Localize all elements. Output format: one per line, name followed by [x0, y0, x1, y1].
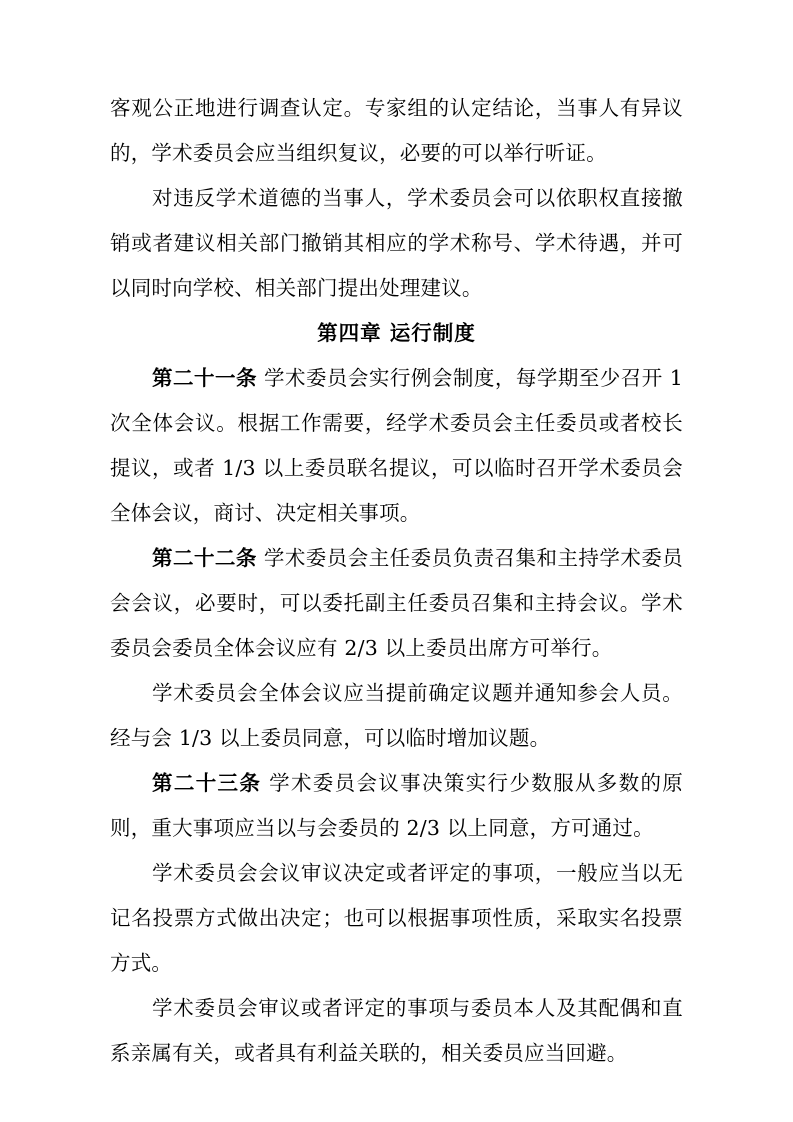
article-23: [110, 761, 683, 851]
article-23-text: 学术委员会议事决策实行少数服从多数的原则，重大事项应当以与会委员的 2/3 以上同意，方可通过。: [110, 771, 684, 840]
article-21-number: 第二十一条: [152, 366, 257, 390]
article-23-paragraph-3: 学术委员会审议或者评定的事项与委员本人及其配偶和直系亲属有关，或者具有利益关联的，相关委员应当回避。: [110, 996, 683, 1065]
section-heading-chapter-four: 第四章 运行制度: [317, 321, 476, 345]
article-22-paragraph-2: 学术委员会全体会议应当提前确定议题并通知参会人员。经与会 1/3 以上委员同意，可以临时增加议题。: [110, 681, 683, 750]
article-23-number: 第二十三条: [152, 771, 262, 795]
document-body: [110, 86, 683, 1076]
article-22-text: 学术委员会主任委员负责召集和主持学术委员会会议，必要时，可以委托副主任委员召集和主持会议。学术委员会委员全体会议应有 2/3 以上委员出席方可举行。: [110, 546, 684, 660]
article-21-text: 学术委员会实行例会制度，每学期至少召开 1 次全体会议。根据工作需要，经学术委员会主任委员或者校长提议，或者 1/3 以上委员联名提议，可以临时召开学术委员会全体会议，商讨、决定相关事项。: [110, 366, 684, 525]
article-23-paragraph-2: 学术委员会会议审议决定或者评定的事项，一般应当以无记名投票方式做出决定；也可以根据事项性质，采取实名投票方式。: [110, 861, 683, 975]
paragraph-academic-misconduct: 对违反学术道德的当事人，学术委员会可以依职权直接撤销或者建议相关部门撤销其相应的学术称号、学术待遇，并可以同时向学校、相关部门提出处理建议。: [110, 186, 683, 300]
paragraph-continuation: 客观公正地进行调查认定。专家组的认定结论，当事人有异议的，学术委员会应当组织复议，必要的可以举行听证。: [110, 96, 683, 165]
article-21: [110, 356, 683, 536]
article-22: [110, 536, 683, 671]
article-22-number: 第二十二条: [152, 546, 257, 570]
